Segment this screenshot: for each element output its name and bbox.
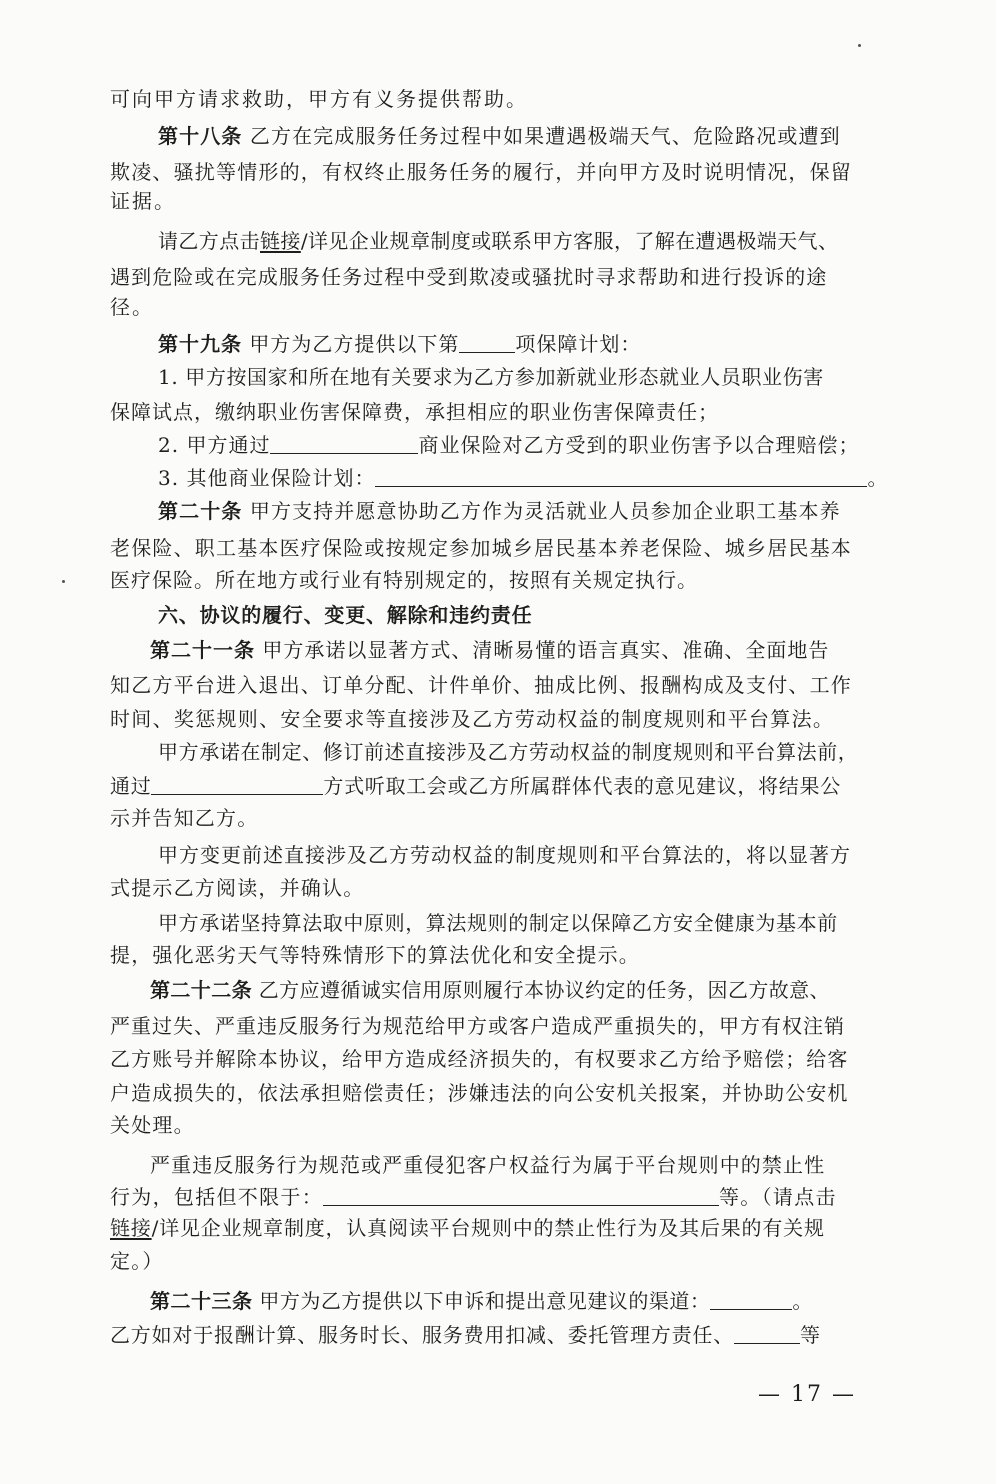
text-line: 证据。 — [110, 189, 176, 213]
text-line: 严重违反服务行为规范或严重侵犯客户权益行为属于平台规则中的禁止性 — [150, 1153, 826, 1177]
article-heading: 第二十三条 — [150, 1289, 253, 1313]
link-text[interactable]: 链接 — [110, 1216, 152, 1240]
fill-in-blank[interactable] — [459, 332, 515, 353]
text-line: 乙方如对于报酬计算、服务时长、服务费用扣减、委托管理方责任、 等 — [110, 1323, 821, 1347]
article-22-line: 第二十二条 乙方应遵循诚实信用原则履行本协议约定的任务，因乙方故意、 — [150, 978, 830, 1002]
scan-speck — [858, 44, 861, 47]
fill-in-blank[interactable] — [270, 433, 418, 454]
article-23-line: 第二十三条 甲方为乙方提供以下申诉和提出意见建议的渠道： 。 — [150, 1289, 813, 1313]
text-line: 2. 甲方通过 商业保险对乙方受到的职业伤害予以合理赔偿； — [158, 433, 860, 457]
text-line: 1. 甲方按国家和所在地有关要求为乙方参加新就业形态就业人员职业伤害 — [158, 365, 824, 389]
text-line: 保障试点，缴纳职业伤害保障费，承担相应的职业伤害保障责任； — [110, 400, 719, 424]
text-line: 甲方变更前述直接涉及乙方劳动权益的制度规则和平台算法的，将以显著方 — [158, 843, 851, 867]
fill-in-blank[interactable] — [710, 1289, 792, 1310]
text-line: 时间、奖惩规则、安全要求等直接涉及乙方劳动权益的制度规则和平台算法。 — [110, 707, 835, 731]
article-18-line: 第十八条 乙方在完成服务任务过程中如果遭遇极端天气、危险路况或遭到 — [158, 124, 841, 148]
article-20-line: 第二十条 甲方支持并愿意协助乙方作为灵活就业人员参加企业职工基本养 — [158, 499, 841, 523]
article-21-line: 第二十一条 甲方承诺以显著方式、清晰易懂的语言真实、准确、全面地告 — [150, 638, 830, 662]
text-line: 定。） — [110, 1249, 164, 1273]
text-line: 示并告知乙方。 — [110, 806, 259, 830]
article-heading: 第十八条 — [158, 124, 243, 148]
scan-speck — [62, 580, 65, 583]
text-line: 医疗保险。所在地方或行业有特别规定的，按照有关规定执行。 — [110, 568, 698, 592]
text-line: 户造成损失的，依法承担赔偿责任；涉嫌违法的向公安机关报案，并协助公安机 — [110, 1081, 849, 1105]
article-heading: 第十九条 — [158, 332, 242, 356]
article-heading: 第二十条 — [158, 499, 243, 523]
text-line: 遇到危险或在完成服务任务过程中受到欺凌或骚扰时寻求帮助和进行投诉的途 — [110, 265, 828, 289]
text-line: 请乙方点击链接/详见企业规章制度或联系甲方客服，了解在遭遇极端天气、 — [158, 229, 839, 253]
text-line: 径。 — [110, 295, 154, 319]
article-heading: 第二十一条 — [150, 638, 255, 662]
section-heading: 六、协议的履行、变更、解除和违约责任 — [158, 603, 533, 627]
text-line: 知乙方平台进入退出、订单分配、计件单价、抽成比例、报酬构成及支付、工作 — [110, 673, 852, 697]
text-line: 老保险、职工基本医疗保险或按规定参加城乡居民基本养老保险、城乡居民基本 — [110, 536, 852, 560]
text-line: 提，强化恶劣天气等特殊情形下的算法优化和安全提示。 — [110, 943, 640, 967]
text-line: 可向甲方请求救助，甲方有义务提供帮助。 — [110, 87, 528, 111]
text-line: 行为，包括但不限于： 等。（请点击 — [110, 1185, 837, 1209]
link-text[interactable]: 链接 — [260, 229, 301, 253]
text-line: 严重过失、严重违反服务行为规范给甲方或客户造成严重损失的，甲方有权注销 — [110, 1014, 845, 1038]
fill-in-blank[interactable] — [375, 466, 867, 487]
text-line: 甲方承诺在制定、修订前述直接涉及乙方劳动权益的制度规则和平台算法前， — [158, 740, 859, 764]
text-line: 关处理。 — [110, 1113, 195, 1137]
article-heading: 第二十二条 — [150, 978, 252, 1002]
text-line: 通过 方式听取工会或乙方所属群体代表的意见建议，将结果公 — [110, 774, 841, 798]
text-line: 乙方账号并解除本协议，给甲方造成经济损失的，有权要求乙方给予赔偿；给客 — [110, 1047, 849, 1071]
article-19-line: 第十九条 甲方为乙方提供以下第 项保障计划： — [158, 332, 642, 356]
text-line: 链接/详见企业规章制度，认真阅读平台规则中的禁止性行为及其后果的有关规 — [110, 1216, 825, 1240]
text-line: 欺凌、骚扰等情形的，有权终止服务任务的履行，并向甲方及时说明情况，保留 — [110, 160, 852, 184]
page-number: — 17 — — [758, 1382, 856, 1407]
text-line: 3. 其他商业保险计划： 。 — [158, 466, 889, 490]
fill-in-blank[interactable] — [323, 1185, 719, 1206]
text-line: 甲方承诺坚持算法取中原则，算法规则的制定以保障乙方安全健康为基本前 — [158, 911, 838, 935]
fill-in-blank[interactable] — [151, 774, 323, 795]
fill-in-blank[interactable] — [734, 1323, 800, 1344]
text-line: 式提示乙方阅读，并确认。 — [110, 876, 365, 900]
